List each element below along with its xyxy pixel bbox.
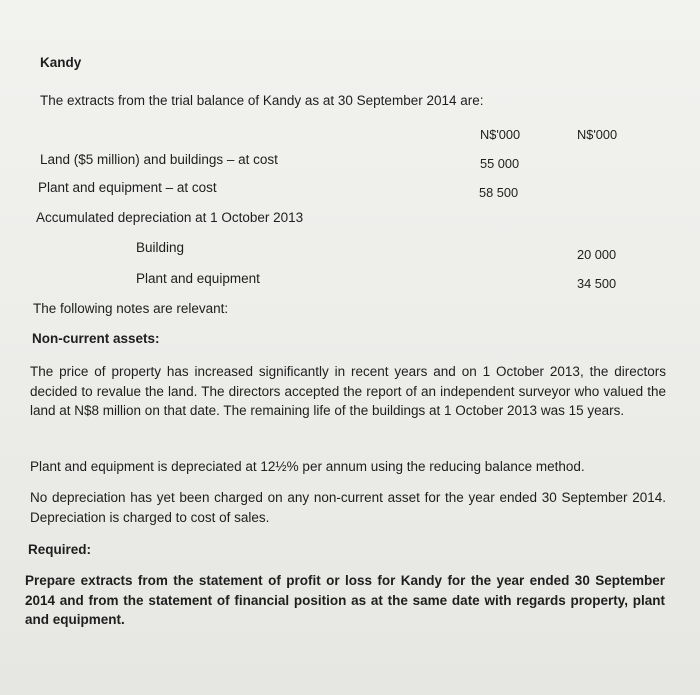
row-plant-equipment-credit: 34 500: [577, 276, 617, 291]
row-plant-debit: 58 500: [479, 185, 519, 200]
paragraph-plant-depreciation: Plant and equipment is depreciated at 12½% per annum using the reducing balance method.: [30, 459, 585, 474]
noncurrent-assets-heading: Non-current assets:: [32, 331, 160, 346]
row-building-label: Building: [136, 240, 185, 255]
paragraph-no-depreciation: No depreciation has yet been charged on any non-current asset for the year ended 30 September 2014. Depreciation is charged to cost of sales.: [30, 490, 666, 525]
required-heading: Required:: [28, 542, 92, 557]
column-header-debit: N$'000: [480, 127, 521, 142]
row-plant-equipment-label: Plant and equipment: [136, 271, 260, 286]
row-land-label: Land ($5 million) and buildings – at cost: [40, 152, 278, 167]
intro-text: The extracts from the trial balance of Kandy as at 30 September 2014 are:: [40, 93, 484, 108]
column-header-credit: N$'000: [577, 127, 618, 142]
row-plant-label: Plant and equipment – at cost: [38, 180, 217, 195]
paragraph-revaluation: The price of property has increased significantly in recent years and on 1 October 2013, the directors decided to revalue the land. The directors accepted the report of an independent surveyor who valued the land at N$8 million on that date. The remaining life of the buildings at 1 October 2013 was 15 years.: [30, 364, 666, 418]
required-text: Prepare extracts from the statement of profit or loss for Kandy for the year ended 30 September 2014 and from the statement of financial position as at the same date with regards property, plant and equipment.: [25, 573, 665, 627]
document-heading: Kandy: [40, 55, 82, 70]
accumulated-depreciation-heading: Accumulated depreciation at 1 October 2013: [36, 210, 304, 225]
notes-intro: The following notes are relevant:: [33, 301, 229, 316]
row-building-credit: 20 000: [577, 247, 617, 262]
row-land-debit: 55 000: [480, 156, 520, 171]
